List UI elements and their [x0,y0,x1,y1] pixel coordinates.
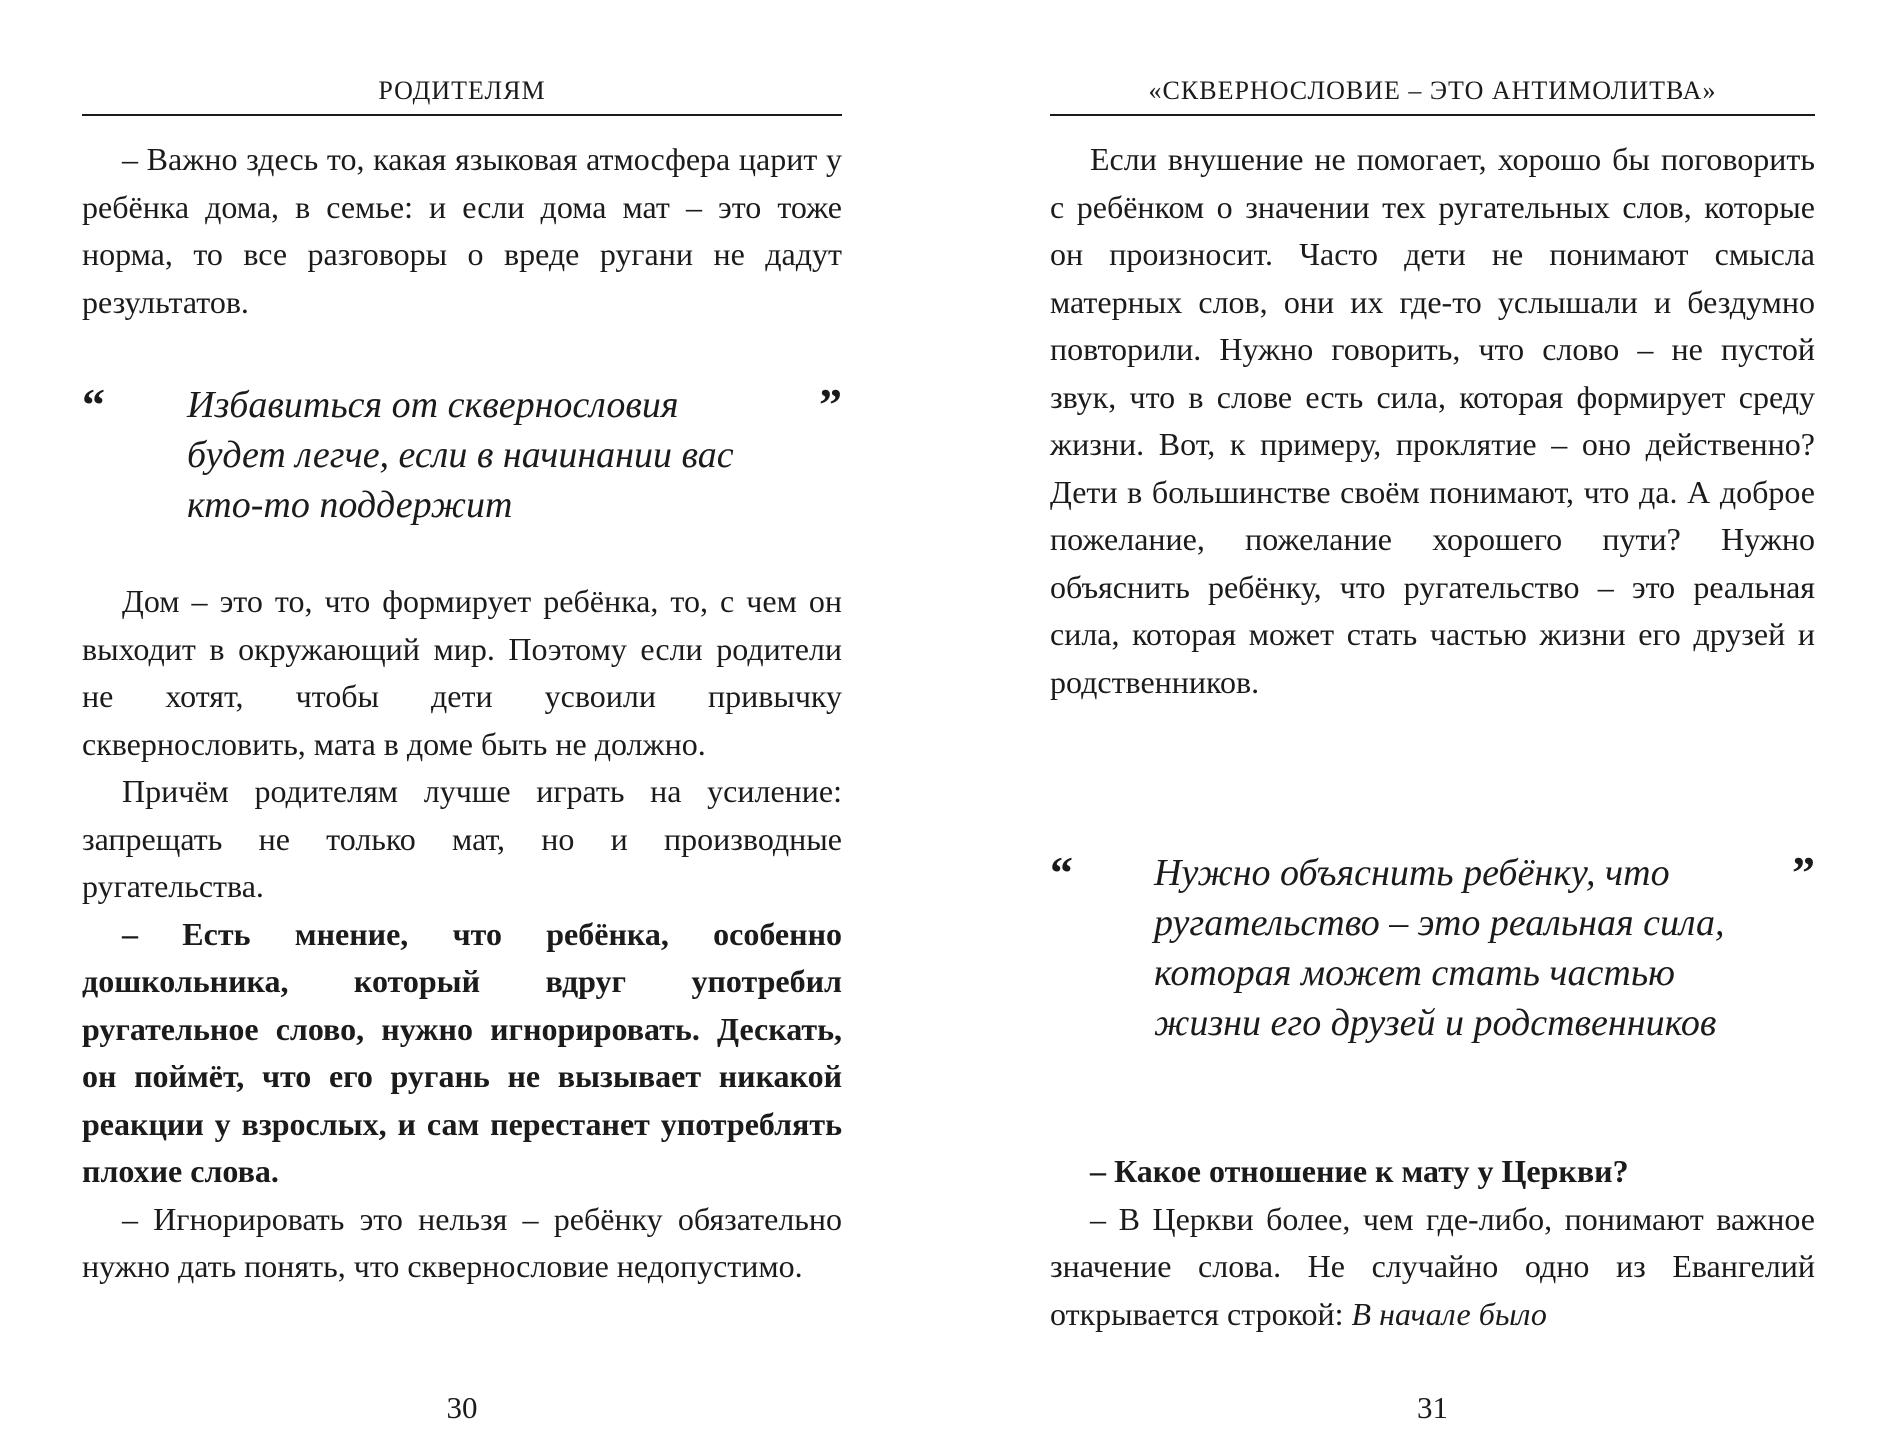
question-text: – Какое отношение к мату у Церкви? [1090,1153,1629,1189]
question-paragraph [82,911,842,1196]
page-number: 31 [1417,1390,1448,1425]
pull-quote [82,380,842,530]
close-quote-mark: ” [1792,847,1815,898]
header-rule [1050,114,1815,116]
body-text-top [1050,136,1815,706]
pull-quote [1050,848,1815,1048]
pull-quote-text: Нужно объяснить ребёнку, что ругательство – это реальная сила, которая может стать частью жизни его друзей и родственников [1154,852,1725,1044]
paragraph: – Игнорировать это нельзя – ребёнку обязательно нужно дать понять, что сквернословие недопустимо. [82,1200,842,1284]
scripture-quote: В начале было [1351,1295,1547,1332]
pull-quote-text: Избавиться от сквернословия будет легче, если в начинании вас кто-то поддержит [187,384,734,526]
paragraph: Если внушение не помогает, хорошо бы поговорить с ребёнком о значении тех ругательных слов, которые он произносит. Часто дети не понимают смысла матерных слов, они их где-то услышали и бездумно повторили. Нужно говорить, что слово – не пустой звук, что в слове есть сила, которая формирует среду жизни. Вот, к примеру, проклятие – оно действенно? Дети в большинстве своём понимают, что да. А доброе пожелание, пожелание хорошего пути? Нужно объяснить ребёнку, что ругательство – это реальная сила, которая может стать частью жизни его друзей и родственников. [1050,141,1815,700]
right-page [1050,0,1815,1443]
body-text-bottom [1050,1148,1815,1338]
body-text-bottom [82,578,842,1291]
running-head: РОДИТЕЛЯМ [378,76,546,105]
question-text: – Есть мнение, что ребёнка, особенно дошкольника, который вдруг употребил ругательное слово, нужно игнорировать. Дескать, он поймёт, что его ругань не вызывает никакой реакции у взрослых, и сам перестанет употреблять плохие слова. [82,915,842,1189]
paragraph [1050,1196,1815,1339]
paragraph: Дом – это то, что формирует ребёнка, то, с чем он выходит в окружающий мир. Поэтому если родители не хотят, чтобы дети усвоили привычку сквернословить, мата в доме быть не должно. [82,583,842,762]
left-page [82,0,842,1443]
running-head: «СКВЕРНОСЛОВИЕ – ЭТО АНТИМОЛИТВА» [1148,76,1717,105]
close-quote-mark: ” [819,379,842,430]
page-number: 30 [446,1390,478,1425]
open-quote-mark: “ [1050,847,1073,898]
open-quote-mark: “ [82,379,105,430]
paragraph: Причём родителям лучше играть на усиление: запрещать не только мат, но и производные ругательства. [82,773,842,904]
body-text-top [82,136,842,326]
paragraph-text: – В Церкви более, чем где-либо, понимают важное значение слова. Не случайно одно из Евангелий открывается строкой: [1050,1200,1815,1332]
header-rule [82,114,842,116]
question-paragraph [1050,1148,1815,1196]
paragraph: – Важно здесь то, какая языковая атмосфера царит у ребёнка дома, в семье: и если дома мат – это тоже норма, то все разговоры о вреде ругани не дадут результатов. [82,141,842,320]
